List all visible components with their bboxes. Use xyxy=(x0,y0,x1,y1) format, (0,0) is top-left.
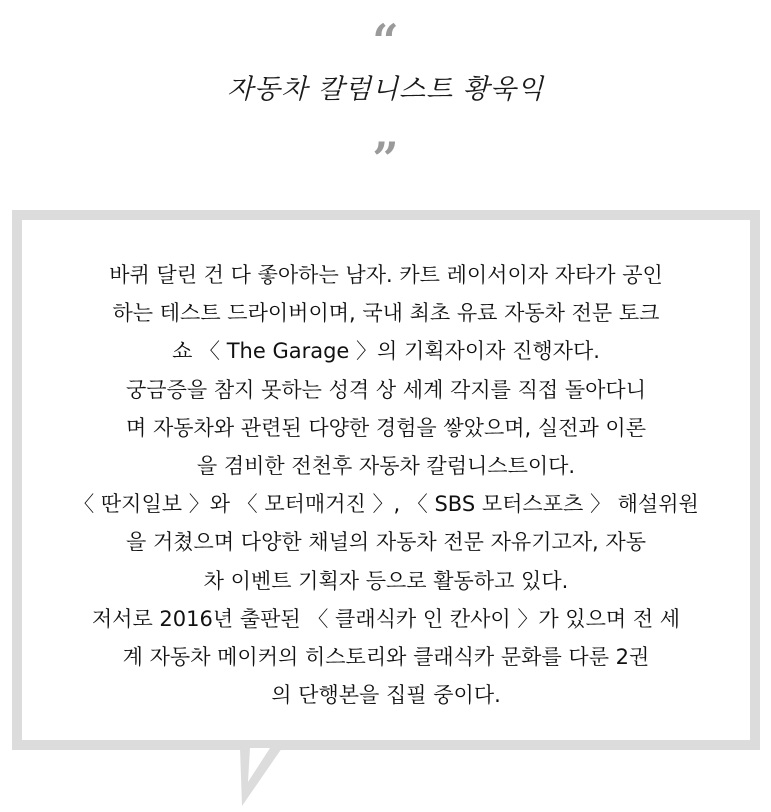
bio-line: 궁금증을 참지 못하는 성격 상 세계 각지를 직접 돌아다니 xyxy=(126,377,646,402)
speech-bubble-tail xyxy=(240,748,282,806)
open-quote-mark: “ xyxy=(372,14,399,68)
bio-line: 의 단행본을 집필 중이다. xyxy=(271,683,501,708)
bio-line: 쇼 〈 The Garage 〉의 기획자이자 진행자다. xyxy=(172,339,600,364)
bio-line: 며 자동차와 관련된 다양한 경험을 쌓았으며, 실전과 이론 xyxy=(126,415,646,440)
page-title: 자동차 칼럼니스트 황욱익 xyxy=(226,74,545,105)
bio-line: 계 자동차 메이커의 히스토리와 클래식카 문화를 다룬 2권 xyxy=(122,645,650,670)
bio-text xyxy=(22,256,750,714)
close-quote-mark: ” xyxy=(372,132,399,186)
bio-card xyxy=(12,210,760,750)
bio-line: 을 거쳤으며 다양한 채널의 자동차 전문 자유기고자, 자동 xyxy=(126,530,646,555)
bio-line: 을 겸비한 전천후 자동차 칼럼니스트이다. xyxy=(196,454,576,479)
bio-line: 저서로 2016년 출판된 〈 클래식카 인 칸사이 〉가 있으며 전 세 xyxy=(91,606,681,631)
bio-line: 바퀴 달린 건 다 좋아하는 남자. 카트 레이서이자 자타가 공인 xyxy=(109,263,663,287)
bio-line: 〈 딴지일보 〉와 〈 모터매거진 〉, 〈 SBS 모터스포츠 〉 해설위원 xyxy=(73,492,699,517)
bio-line: 하는 테스트 드라이버이며, 국내 최초 유료 자동차 전문 토크 xyxy=(112,301,660,326)
bio-line: 차 이벤트 기획자 등으로 활동하고 있다. xyxy=(203,568,569,593)
